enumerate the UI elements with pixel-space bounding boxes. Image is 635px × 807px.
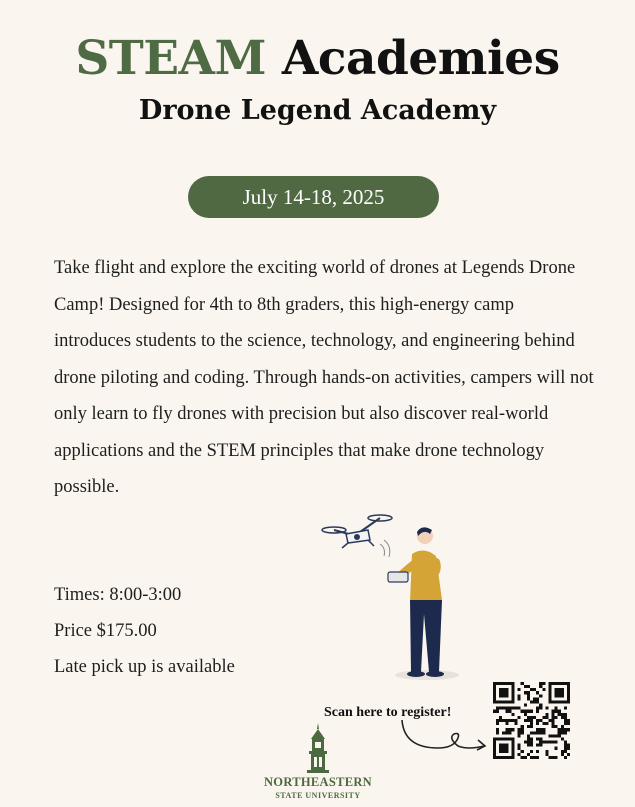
university-name: NORTHEASTERN	[263, 775, 373, 789]
title-academies: Academies	[281, 31, 560, 86]
university-subname: STATE UNIVERSITY	[275, 791, 361, 800]
drone-icon	[322, 515, 392, 548]
date-badge: July 14-18, 2025	[188, 176, 439, 218]
info-late-pickup: Late pick up is available	[54, 657, 235, 677]
page-title	[0, 26, 635, 92]
page-subtitle: Drone Legend Academy	[138, 95, 497, 126]
qr-code[interactable]	[493, 682, 570, 759]
curved-arrow-icon	[398, 718, 490, 760]
university-tower-logo	[305, 723, 331, 773]
title-steam: STEAM	[75, 31, 267, 86]
info-price: Price $175.00	[54, 621, 157, 641]
drone-pilot-illustration	[318, 510, 468, 685]
info-times: Times: 8:00-3:00	[54, 585, 182, 605]
register-label: Scan here to register!	[324, 705, 452, 720]
description-paragraph: Take flight and explore the exciting world of drones at Legends Drone Camp! Designed for 4th to 8th graders, this high-energy camp introduces students to the science, technology, and engineering behind drone piloting and coding. Through hands-on activities, campers will not only learn to fly drones with precision but also discover real-world applications and the STEM principles that make drone technology possible.	[54, 258, 594, 497]
